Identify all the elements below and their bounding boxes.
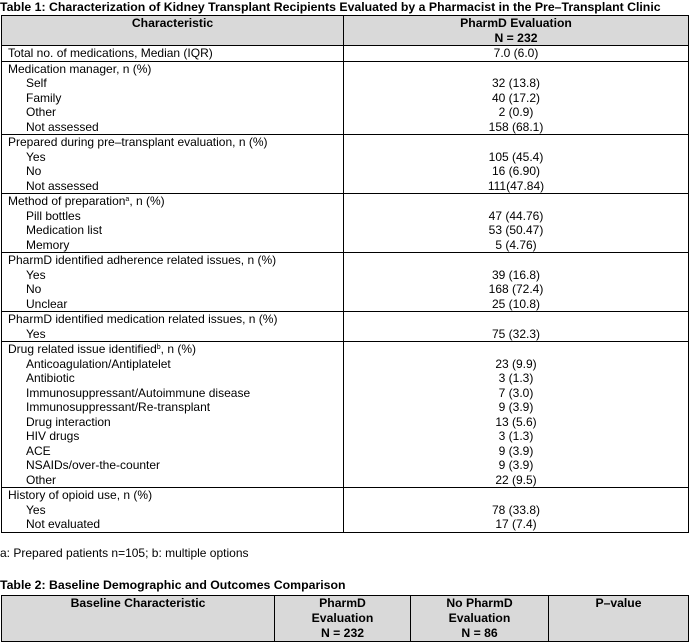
header-p-value: P–value: [549, 596, 689, 642]
row-value-method: 47 (44.76) 53 (50.47) 5 (4.76): [344, 194, 689, 253]
row-value-total: 7.0 (6.0): [344, 46, 689, 62]
table2: [1, 595, 689, 642]
table-row: [2, 312, 689, 342]
row-label-adherence: PharmD identified adherence related issues, n (%) Yes No Unclear: [2, 253, 344, 312]
header-no-pharmd-evaluation: No PharmD Evaluation N = 86: [411, 596, 549, 642]
header-baseline-characteristic: Baseline Characteristic: [2, 596, 275, 642]
footnote-mark-b: b: [156, 344, 161, 351]
row-value-drug: 23 (9.9) 3 (1.3) 7 (3.0) 9 (3.9) 13 (5.6) 3 (1.3) 9 (3.9) 9 (3.9) 22 (9.5): [344, 342, 689, 488]
header-characteristic: Characteristic: [2, 16, 344, 46]
row-label-total: Total no. of medications, Median (IQR): [2, 46, 344, 62]
table1: [1, 15, 689, 533]
row-label-drug: Drug related issue identified$^b$, n (%) Anticoagulation/Antiplatelet Antibiotic Immunosuppressant/Autoimmune disease Immunosuppressant/Re-transplant Drug interaction HIV drugs ACE NSAIDs/over-the-counter Other: [2, 342, 344, 488]
row-label-opioid: History of opioid use, n (%) Yes Not evaluated: [2, 488, 344, 533]
row-value-manager: 32 (13.8) 40 (17.2) 2 (0.9) 158 (68.1): [344, 61, 689, 135]
table-row: [2, 253, 689, 312]
table1-header-row: [2, 16, 689, 46]
footnote-mark-a: a: [125, 196, 130, 203]
header-pharmd-evaluation-n232: PharmD Evaluation N = 232: [275, 596, 411, 642]
row-label-method: Method of preparation$^a$, n (%) Pill bottles Medication list Memory: [2, 194, 344, 253]
row-value-adherence: 39 (16.8) 168 (72.4) 25 (10.8): [344, 253, 689, 312]
table1-caption: Table 1: Characterization of Kidney Transplant Recipients Evaluated by a Pharmacist in the Pre–Transplant Clinic: [0, 0, 661, 14]
table-row: [2, 46, 689, 62]
table2-header-row: [2, 596, 689, 642]
table2-caption: Table 2: Baseline Demographic and Outcomes Comparison: [0, 578, 346, 592]
row-label-medissues: PharmD identified medication related issues, n (%) Yes: [2, 312, 344, 342]
row-value-medissues: 75 (32.3): [344, 312, 689, 342]
table-row: [2, 194, 689, 253]
row-label-manager: Medication manager, n (%) Self Family Other Not assessed: [2, 61, 344, 135]
row-label-prepared: Prepared during pre–transplant evaluation, n (%) Yes No Not assessed: [2, 135, 344, 194]
table-row: [2, 342, 689, 488]
row-value-prepared: 105 (45.4) 16 (6.90) 111(47.84): [344, 135, 689, 194]
table-row: [2, 488, 689, 533]
table1-footnote: a: Prepared patients n=105; b: multiple options: [0, 546, 249, 560]
table-row: [2, 61, 689, 135]
table-row: [2, 135, 689, 194]
header-pharmd-evaluation: PharmD Evaluation N = 232: [344, 16, 689, 46]
row-value-opioid: 78 (33.8) 17 (7.4): [344, 488, 689, 533]
